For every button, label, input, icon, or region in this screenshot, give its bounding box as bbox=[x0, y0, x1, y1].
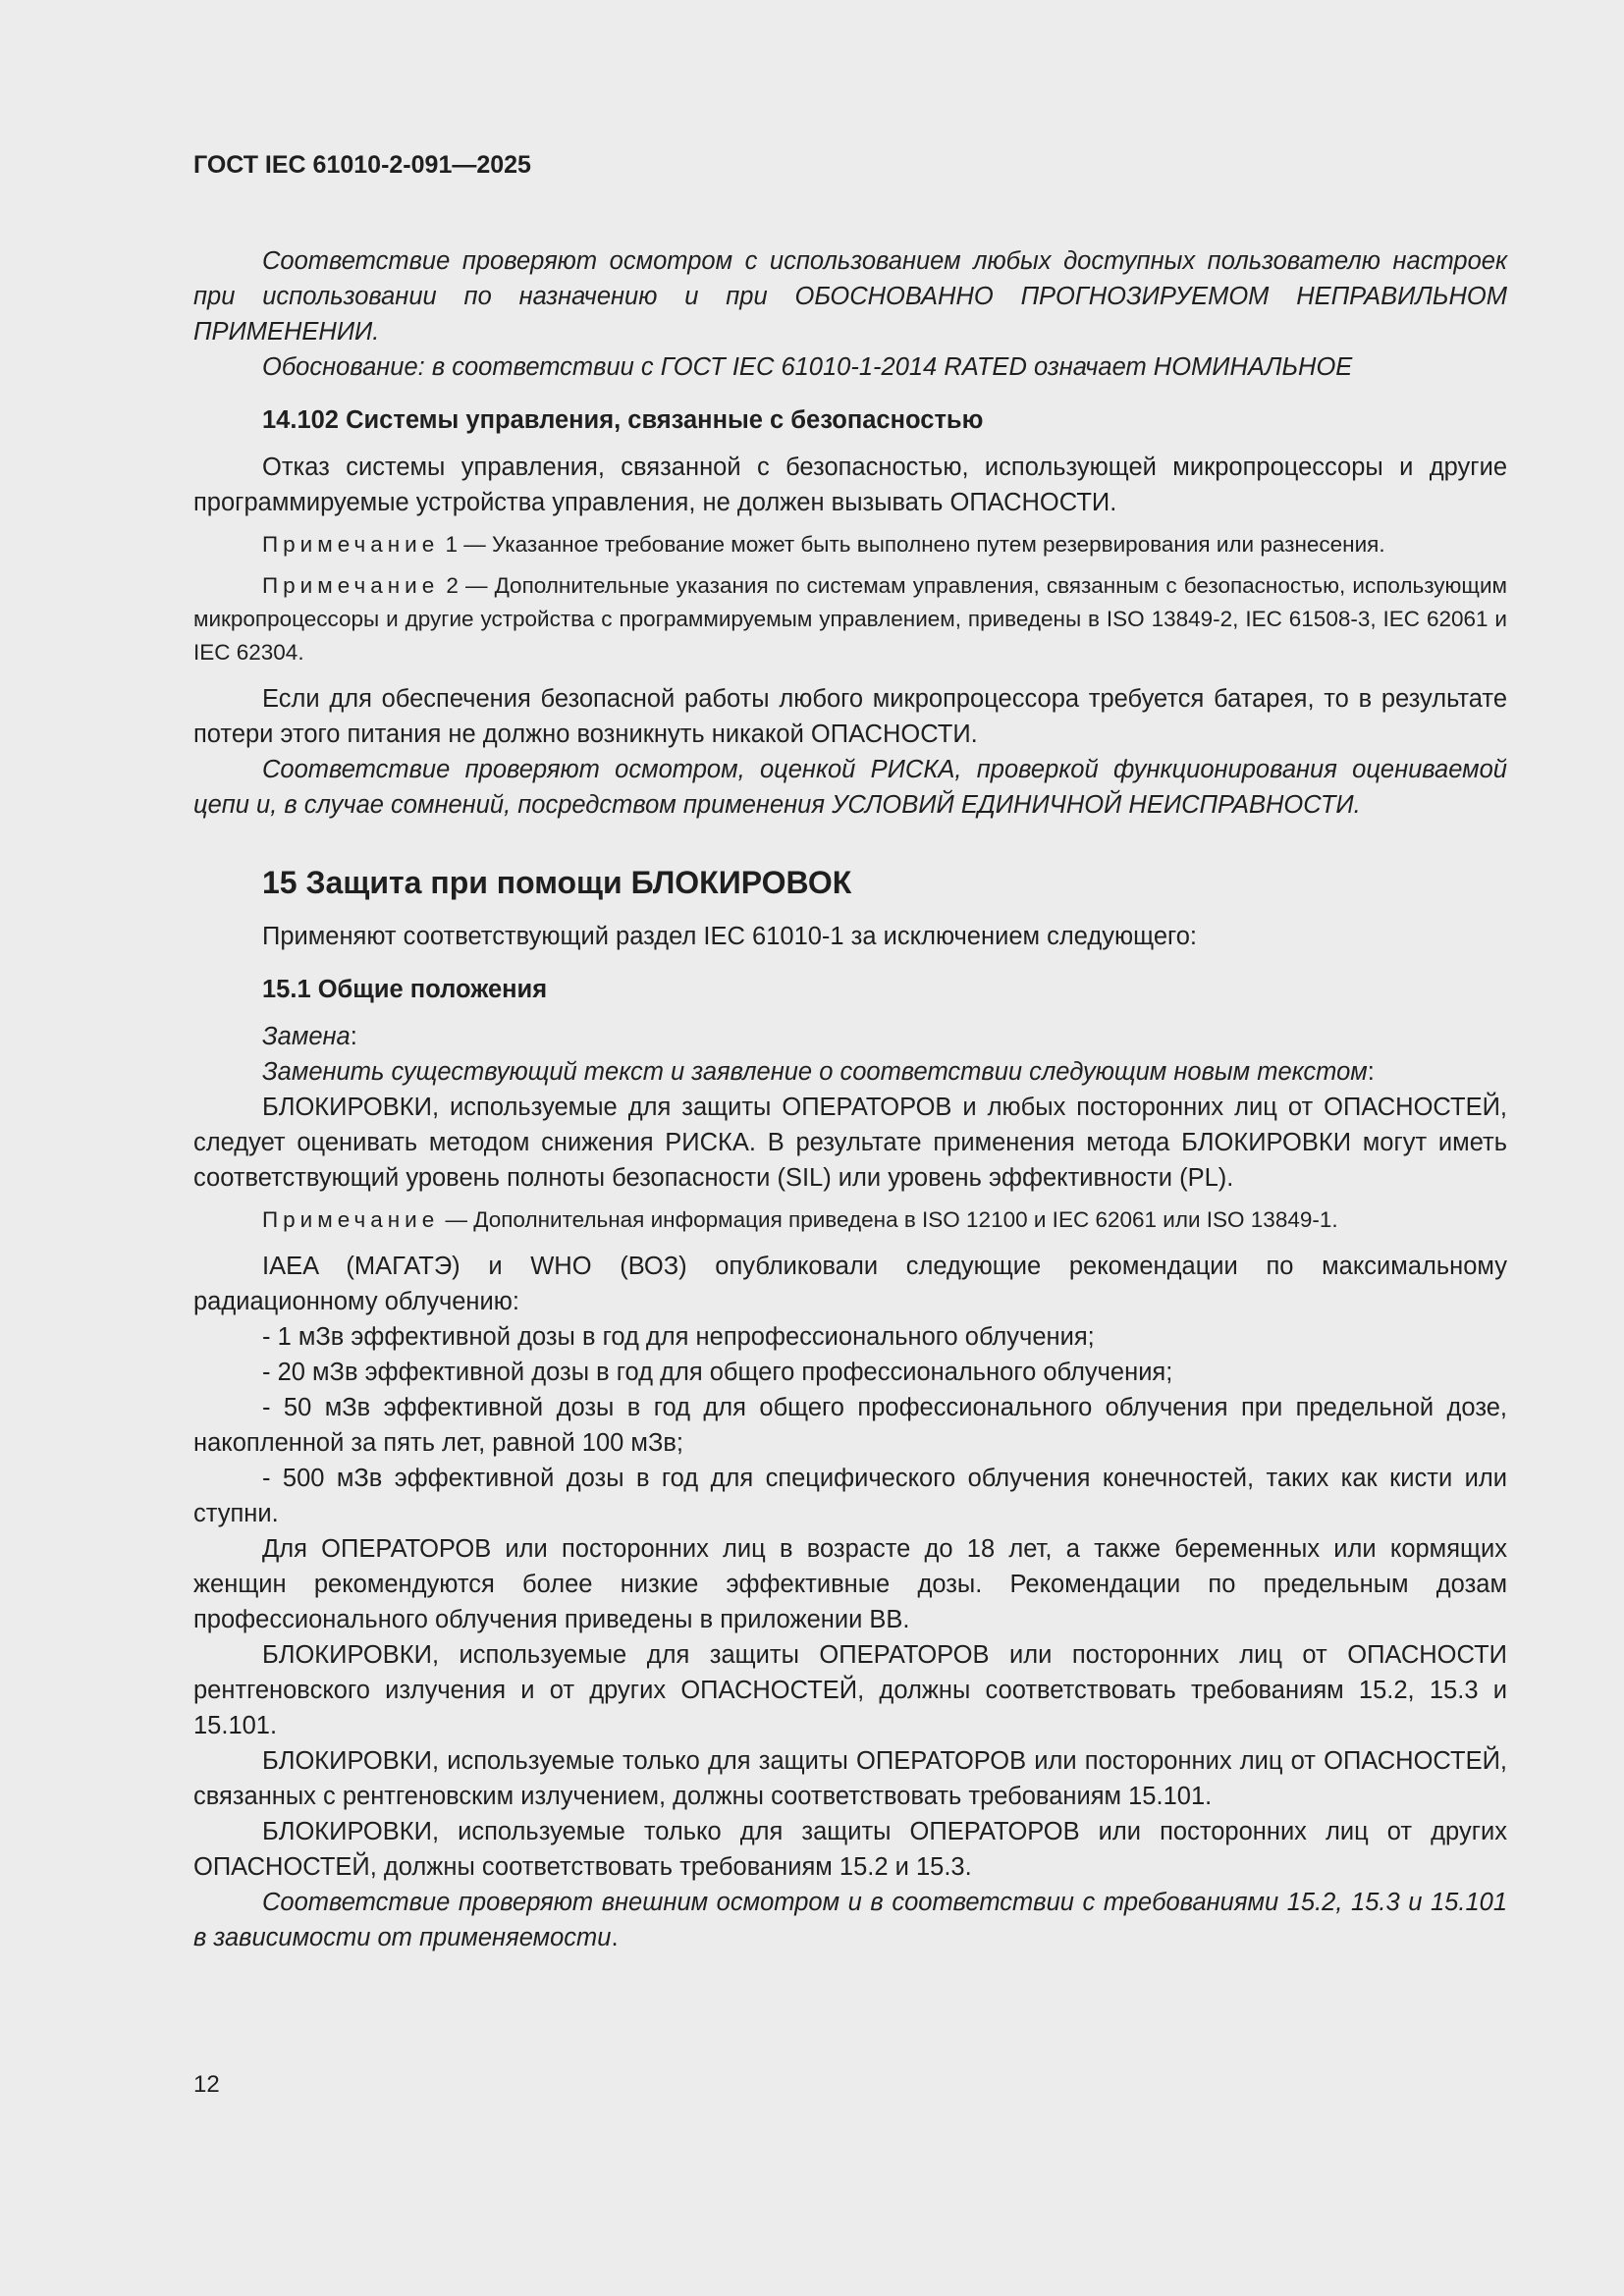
section-heading-15: 15 Защита при помощи БЛОКИРОВОК bbox=[262, 865, 852, 900]
replacement-label: Замена: bbox=[262, 1023, 357, 1050]
paragraph: Для ОПЕРАТОРОВ или посторонних лиц в возрасте до 18 лет, а также беременных или кормящих женщин рекомендуются более низкие эффективные дозы. Рекомендации по предельным дозам профессионального облучения приведены в приложении ВВ. bbox=[193, 1535, 1507, 1633]
page-number: 12 bbox=[193, 2071, 220, 2098]
list-item: - 50 мЗв эффективной дозы в год для общего профессионального облучения при предельной дозе, накопленной за пять лет, равной 100 мЗв; bbox=[193, 1394, 1507, 1457]
paragraph: IAEA (МАГАТЭ) и WHO (ВОЗ) опубликовали следующие рекомендации по максимальному радиационному облучению: bbox=[193, 1253, 1507, 1315]
rationale-paragraph: Обоснование: в соответствии с ГОСТ IEC 61010-1-2014 RATED означает НОМИНАЛЬНОЕ bbox=[262, 353, 1353, 381]
compliance-paragraph: Соответствие проверяют внешним осмотром и в соответствии с требованиями 15.2, 15.3 и 15.101 в зависимости от применяемости. bbox=[193, 1889, 1507, 1951]
note-label: Примечание bbox=[262, 573, 440, 598]
document-id-header: ГОСТ IEC 61010-2-091—2025 bbox=[193, 151, 531, 179]
section-heading-14-102: 14.102 Системы управления, связанные с безопасностью bbox=[262, 406, 984, 434]
note-text: — Дополнительная информация приведена в ISO 12100 и IEC 62061 или ISO 13849-1. bbox=[439, 1207, 1338, 1232]
compliance-paragraph: Соответствие проверяют осмотром с использованием любых доступных пользователю настроек при использовании по назначению и при ОБОСНОВАННО ПРОГНОЗИРУЕМОМ НЕПРАВИЛЬНОМ ПРИМЕНЕНИИ. bbox=[193, 247, 1507, 346]
note-label: Примечание bbox=[262, 532, 440, 557]
replacement-instruction: Заменить существующий текст и заявление о соответствии следующим новым текстом: bbox=[262, 1058, 1375, 1086]
paragraph: Отказ системы управления, связанной с безопасностью, использующей микропроцессоры и другие программируемые устройства управления, не должен вызывать ОПАСНОСТИ. bbox=[193, 454, 1507, 516]
note-1 bbox=[193, 528, 1507, 561]
paragraph: БЛОКИРОВКИ, используемые для защиты ОПЕРАТОРОВ и любых посторонних лиц от ОПАСНОСТЕЙ, следует оценивать методом снижения РИСКА. В результате применения метода БЛОКИРОВКИ могут иметь соответствующий уровень полноты безопасности (SIL) или уровень эффективности (PL). bbox=[193, 1094, 1507, 1192]
section-intro: Применяют соответствующий раздел IEC 61010-1 за исключением следующего: bbox=[262, 923, 1198, 950]
page-content bbox=[193, 143, 1507, 1955]
list-item: - 1 мЗв эффективной дозы в год для непрофессионального облучения; bbox=[262, 1323, 1095, 1351]
list-item: - 20 мЗв эффективной дозы в год для общего профессионального облучения; bbox=[262, 1359, 1173, 1386]
list-item: - 500 мЗв эффективной дозы в год для специфического облучения конечностей, таких как кисти или ступни. bbox=[193, 1465, 1507, 1527]
paragraph: БЛОКИРОВКИ, используемые только для защиты ОПЕРАТОРОВ или посторонних лиц от других ОПАСНОСТЕЙ, должны соответствовать требованиям 15.2 и 15.3. bbox=[193, 1818, 1507, 1881]
paragraph: БЛОКИРОВКИ, используемые для защиты ОПЕРАТОРОВ или посторонних лиц от ОПАСНОСТИ рентгеновского излучения и от других ОПАСНОСТЕЙ, должны соответствовать требованиям 15.2, 15.3 и 15.101. bbox=[193, 1641, 1507, 1739]
note bbox=[193, 1203, 1507, 1237]
paragraph: Если для обеспечения безопасной работы любого микропроцессора требуется батарея, то в результате потери этого питания не должно возникнуть никакой ОПАСНОСТИ. bbox=[193, 685, 1507, 748]
note-label: Примечание bbox=[262, 1207, 440, 1232]
note-text: 1 — Указанное требование может быть выполнено путем резервирования или разнесения. bbox=[439, 532, 1385, 557]
section-heading-15-1: 15.1 Общие положения bbox=[262, 976, 548, 1003]
note-2 bbox=[193, 569, 1507, 669]
paragraph: БЛОКИРОВКИ, используемые только для защиты ОПЕРАТОРОВ или посторонних лиц от ОПАСНОСТЕЙ, связанных с рентгеновским излучением, должны соответствовать требованиям 15.101. bbox=[193, 1747, 1507, 1810]
compliance-paragraph: Соответствие проверяют осмотром, оценкой РИСКА, проверкой функционирования оцениваемой цепи и, в случае сомнений, посредством применения УСЛОВИЙ ЕДИНИЧНОЙ НЕИСПРАВНОСТИ. bbox=[193, 756, 1507, 819]
note-text: 2 — Дополнительные указания по системам управления, связанным с безопасностью, использующим микропроцессоры и другие устройства с программируемым управлением, приведены в ISO 13849-2, IEC 61508-3, IEC 62061 и IEC 62304. bbox=[193, 573, 1507, 665]
